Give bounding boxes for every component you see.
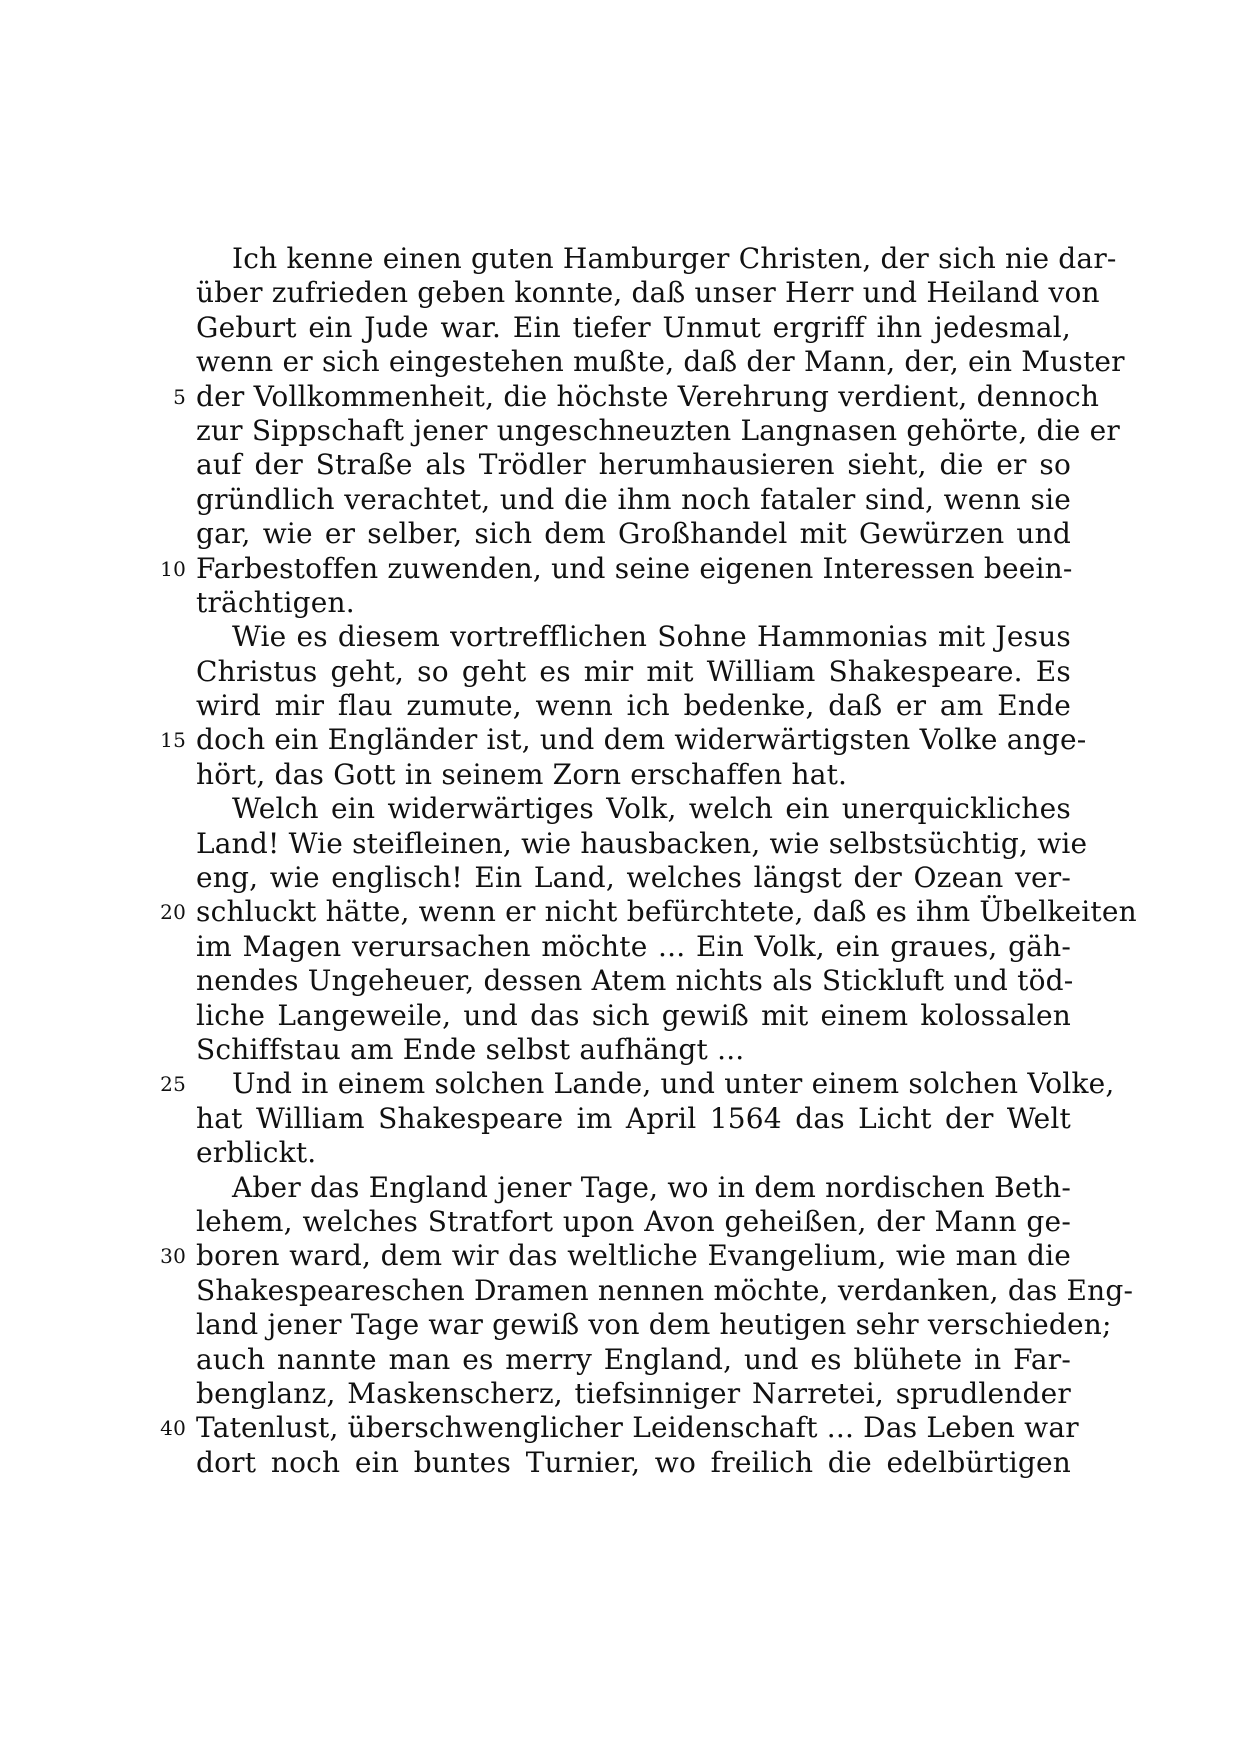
line-number: 20 [160,900,186,925]
line-text: eng, wie englisch! Ein Land, welches längst der Ozean ver- [196,861,1071,895]
line-text: Aber das England jener Tage, wo in dem nordischen Beth- [232,1170,1071,1204]
line-text: benglanz, Maskenscherz, tiefsinniger Narretei, sprudlender [196,1376,1071,1410]
line-text: Geburt ein Jude war. Ein tiefer Unmut ergriff ihn jedesmal, [196,310,1071,344]
text-line [196,1205,1071,1239]
line-text: auch nannte man es merry England, und es blühete in Far- [196,1342,1071,1376]
line-text: Schiffstau am Ende selbst aufhängt ... [196,1032,745,1066]
text-line [196,1136,1071,1170]
text-line [160,895,1137,929]
text-line [196,413,1121,448]
line-text: land jener Tage war gewiß von dem heutigen sehr verschieden; [196,1308,1112,1342]
line-text: Tatenlust, überschwenglicher Leidenschaft ... Das Leben war [196,1411,1079,1445]
line-text: hat William Shakespeare im April 1564 das Licht der Welt [196,1101,1071,1135]
text-line [196,1308,1112,1342]
text-line [196,861,1071,895]
line-text: Farbestoffen zuwenden, und seine eigenen Interessen beein- [196,551,1073,585]
line-text: Land! Wie steifleinen, wie hausbacken, wie selbstsüchtig, wie [196,826,1088,860]
text-line [160,723,1087,757]
text-line [196,1102,1071,1136]
line-text: trächtigen. [196,585,355,619]
line-text: dort noch ein buntes Turnier, wo freilich die edelbürtigen [196,1445,1071,1479]
text-line [196,792,1071,826]
text-line [196,242,1117,276]
line-number: 15 [160,728,186,753]
line-text: gar, wie er selber, sich dem Großhandel mit Gewürzen und [196,517,1071,551]
text-line [196,517,1071,551]
text-line [160,551,1073,586]
line-text: hört, das Gott in seinem Zorn erschaffen hat. [196,757,848,791]
line-text: Wie es diesem vortrefflichen Sohne Hammonias mit Jesus [232,620,1071,654]
line-text: Welch ein widerwärtiges Volk, welch ein unerquickliches [232,792,1071,826]
line-text: nendes Ungeheuer, dessen Atem nichts als Stickluft und töd- [196,964,1074,998]
text-line [196,620,1071,654]
line-text: wird mir flau zumute, wenn ich bedenke, daß er am Ende [196,689,1071,723]
line-text: gründlich verachtet, und die ihm noch fataler sind, wenn sie [196,482,1071,516]
text-line [196,448,1071,482]
line-number: 10 [160,556,186,581]
text-line [196,999,1071,1033]
line-text: auf der Straße als Trödler herumhausieren sieht, die er so [196,448,1071,482]
text-line [196,311,1071,345]
text-line [196,1446,1071,1480]
body-text [160,242,1137,1480]
line-text: der Vollkommenheit, die höchste Verehrung verdient, dennoch [196,379,1100,413]
line-text: über zufrieden geben konnte, daß unser Herr und Heiland von [196,276,1100,310]
text-line [196,1273,1134,1308]
line-text: im Magen verursachen möchte ... Ein Volk, ein graues, gäh- [196,929,1071,963]
line-text: schluckt hätte, wenn er nicht befürchtete, daß es ihm Übelkeiten [196,895,1137,929]
line-text: Ich kenne einen guten Hamburger Christen, der sich nie dar- [232,242,1117,275]
text-line [160,1239,1071,1273]
text-line [160,1067,1115,1101]
text-line [173,379,1100,414]
text-line [196,689,1071,723]
line-number: 25 [160,1072,186,1097]
text-line [196,345,1125,379]
line-number: 5 [173,384,186,409]
line-text: Und in einem solchen Lande, und unter einem solchen Volke, [232,1067,1115,1101]
line-text: boren ward, dem wir das weltliche Evangelium, wie man die [196,1239,1071,1273]
text-line [196,1171,1071,1205]
text-line [160,1411,1079,1445]
text-line [196,276,1100,310]
line-text: Shakespeareschen Dramen nennen möchte, verdanken, das Eng- [196,1273,1134,1307]
line-text: zur Sippschaft jener ungeschneuzten Langnasen gehörte, die er [196,413,1121,447]
line-text: liche Langeweile, und das sich gewiß mit einem kolossalen [196,998,1071,1032]
line-number: 30 [160,1244,186,1269]
line-text: doch ein Engländer ist, und dem widerwärtigsten Volke ange- [196,723,1087,757]
text-line [196,586,1071,620]
line-number: 40 [160,1416,186,1441]
text-line [196,964,1074,998]
line-text: wenn er sich eingestehen mußte, daß der Mann, der, ein Muster [196,345,1125,379]
text-line [196,1343,1071,1377]
text-line [196,758,1071,792]
text-line [196,655,1071,689]
line-text: lehem, welches Stratfort upon Avon geheißen, der Mann ge- [196,1204,1071,1238]
text-line [196,826,1088,861]
line-text: erblickt. [196,1136,317,1170]
text-line [196,930,1071,964]
line-text: Christus geht, so geht es mir mit William Shakespeare. Es [196,654,1071,688]
text-line [196,483,1071,517]
text-line [196,1377,1071,1411]
text-line [196,1033,1071,1067]
